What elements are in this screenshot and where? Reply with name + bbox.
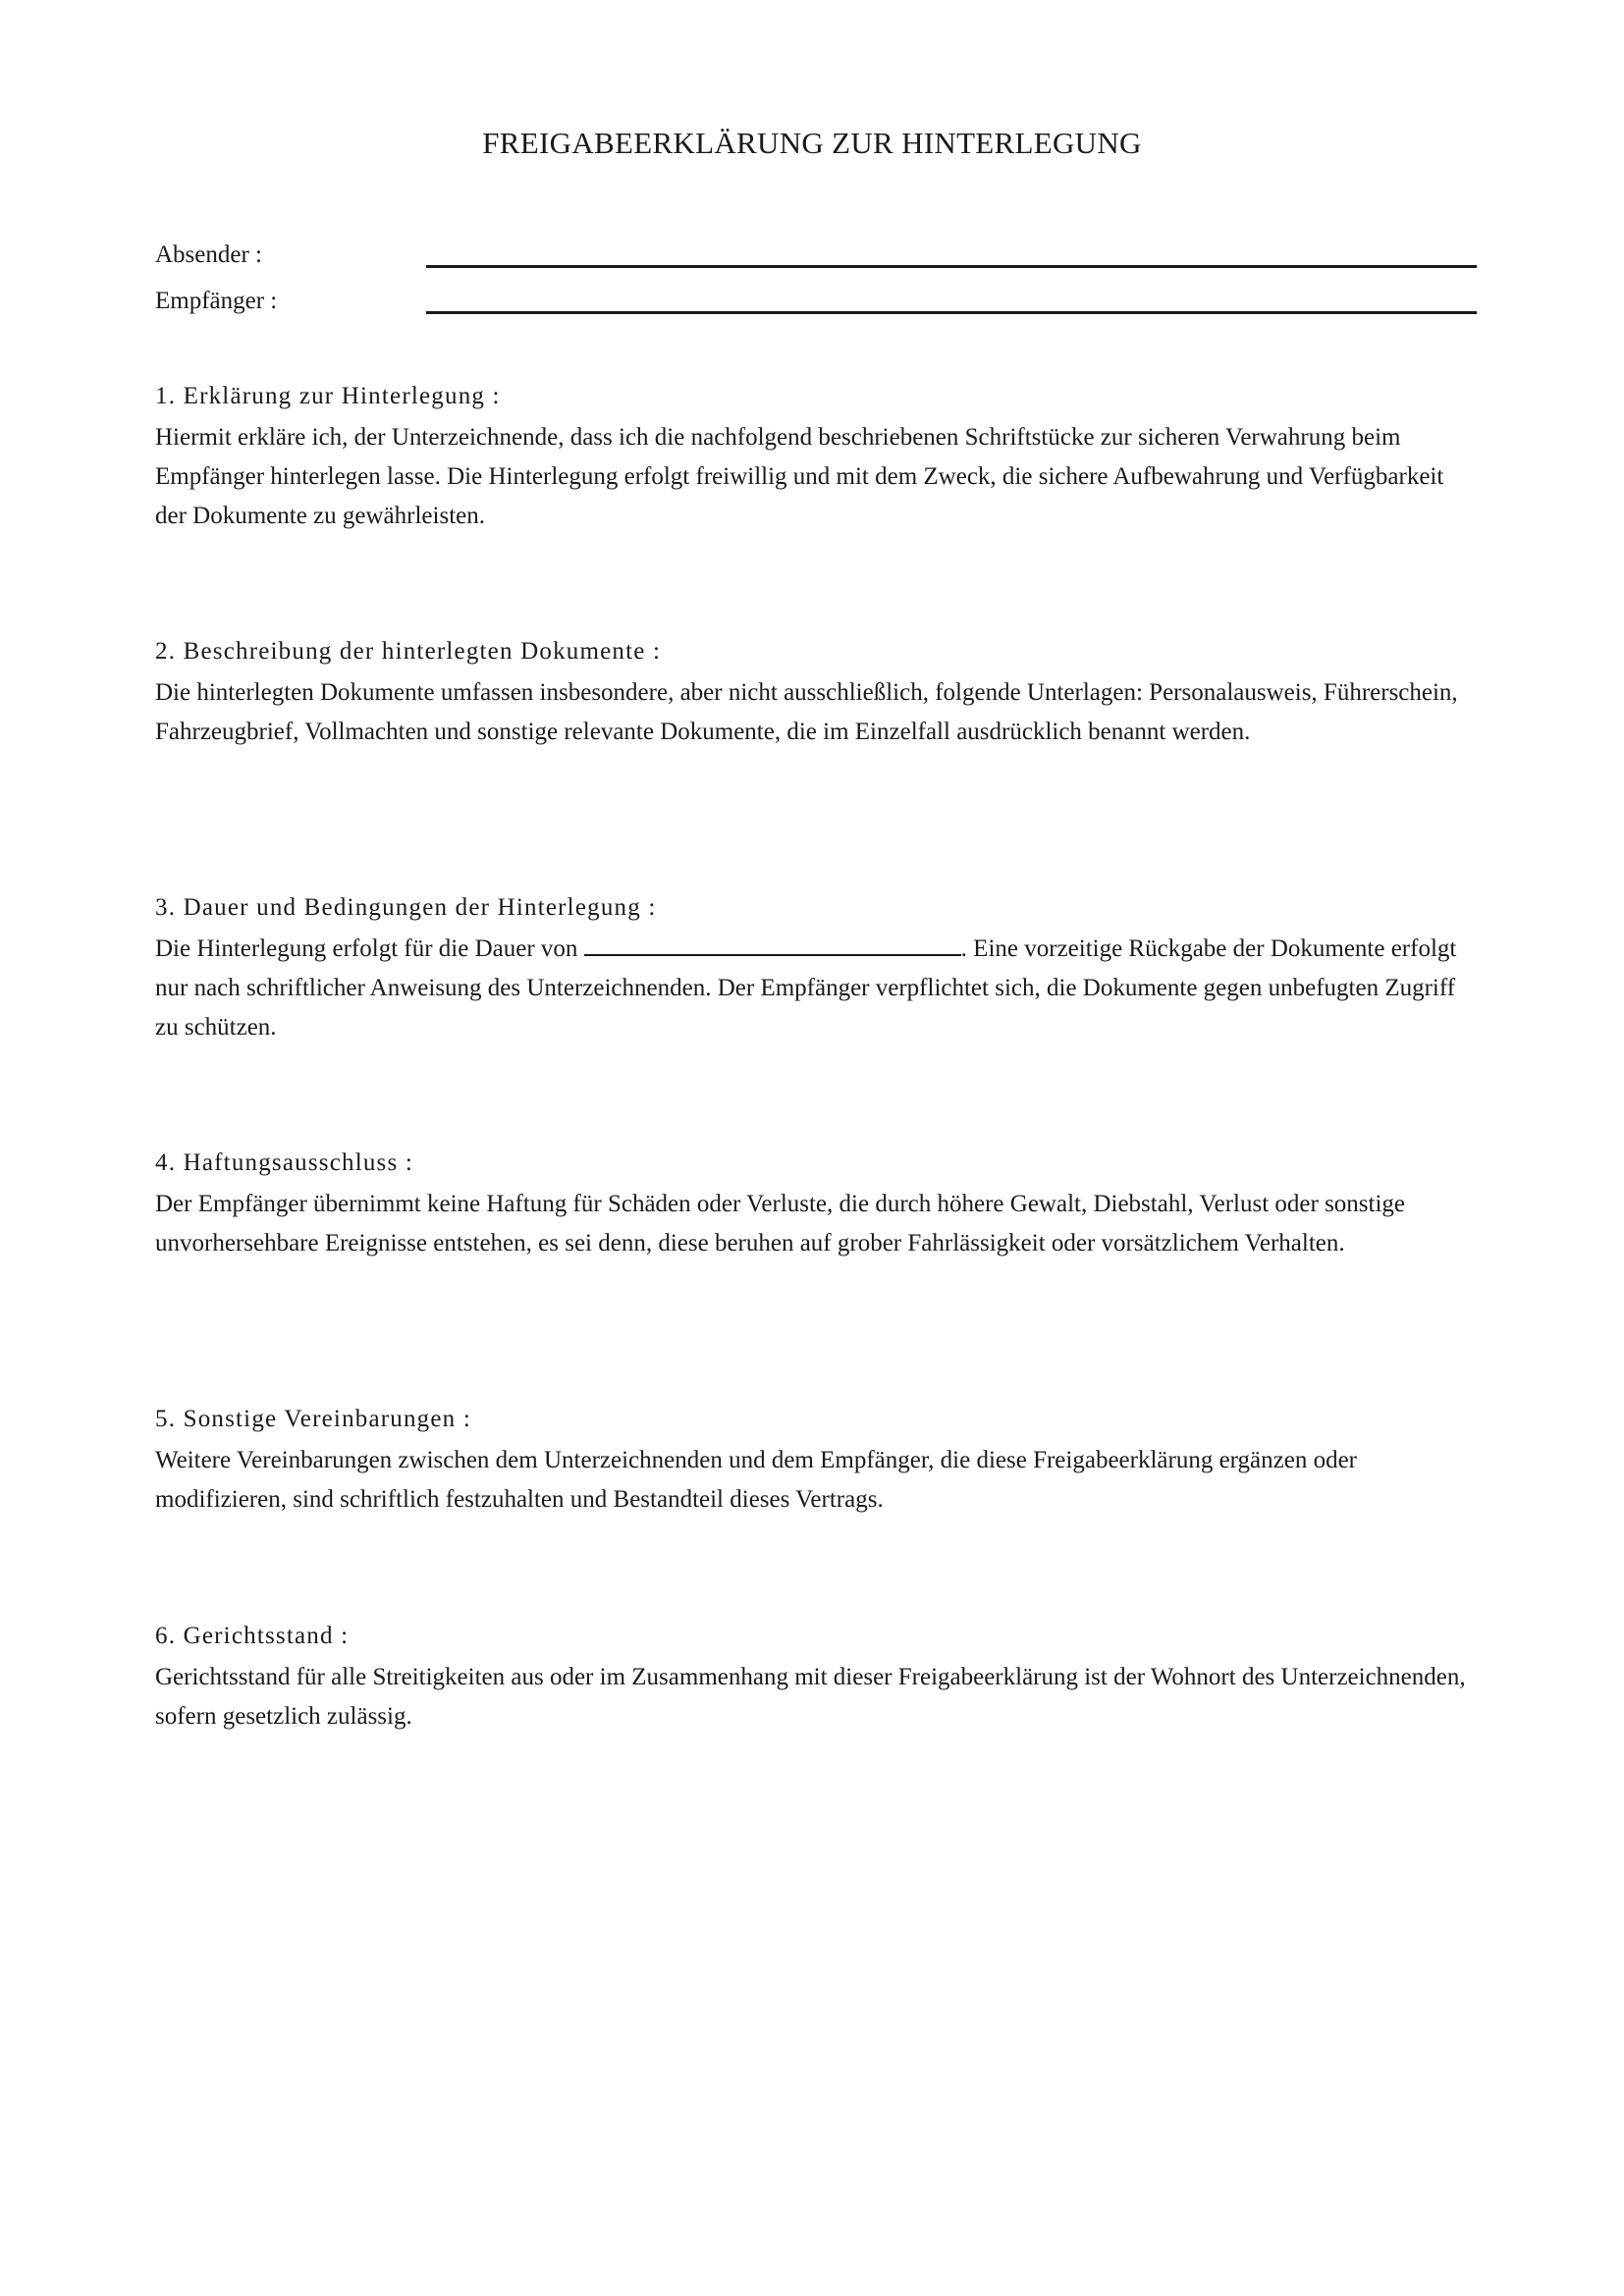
section-document-description — [155, 632, 1481, 752]
document-title: FREIGABEERKLÄRUNG ZUR HINTERLEGUNG — [482, 126, 1142, 160]
section-body: Gerichtsstand für alle Streitigkeiten aus oder im Zusammenhang mit dieser Freigabeerklärung ist der Wohnort des Unterzeichnenden, sofern gesetzlich zulässig. — [155, 1664, 1466, 1730]
section-heading: 2. Beschreibung der hinterlegten Dokumente : — [155, 638, 662, 665]
sender-row — [155, 236, 1477, 275]
section-liability-exclusion — [155, 1144, 1481, 1263]
recipient-label: Empfänger : — [155, 288, 278, 314]
duration-blank-field[interactable] — [584, 933, 961, 956]
sender-label: Absender : — [155, 241, 262, 268]
section-heading: 6. Gerichtsstand : — [155, 1623, 350, 1649]
section-declaration — [155, 377, 1481, 536]
section-other-agreements — [155, 1400, 1481, 1520]
section-heading: 5. Sonstige Vereinbarungen : — [155, 1406, 471, 1432]
section-jurisdiction — [155, 1617, 1481, 1736]
section-body — [155, 930, 1481, 1047]
section-body: Weitere Vereinbarungen zwischen dem Unterzeichnenden und dem Empfänger, die diese Freigabeerklärung ergänzen oder modifizieren, sind schriftlich festzuhalten und Bestandteil dieses Vertrags. — [155, 1447, 1358, 1513]
section-heading: 4. Haftungsausschluss : — [155, 1149, 414, 1176]
section-body: Hiermit erkläre ich, der Unterzeichnende, dass ich die nachfolgend beschriebenen Schriftstücke zur sicheren Verwahrung beim Empfänger hinterlegen lasse. Die Hinterlegung erfolgt freiwillig und mit dem Zweck, die sichere Aufbewahrung und Verfügbarkeit der Dokumente zu gewährleisten. — [155, 424, 1444, 529]
section-heading: 3. Dauer und Bedingungen der Hinterlegung : — [155, 894, 657, 921]
section-body-after-blank: . Eine vorzeitige Rückgabe der Dokumente erfolgt nur nach schriftlicher Anweisung des Unterzeichnenden. Der Empfänger verpflichtet sich, die Dokumente gegen unbefugten Zugriff zu schützen. — [155, 935, 1457, 1041]
section-body-before-blank: Die Hinterlegung erfolgt für die Dauer von — [155, 935, 578, 962]
sender-signature-line[interactable] — [426, 265, 1477, 268]
section-heading: 1. Erklärung zur Hinterlegung : — [155, 383, 501, 409]
section-body: Der Empfänger übernimmt keine Haftung für Schäden oder Verluste, die durch höhere Gewalt, Diebstahl, Verlust oder sonstige unvorhersehbare Ereignisse entstehen, es sei denn, diese beruhen auf grober Fahrlässigkeit oder vorsätzlichem Verhalten. — [155, 1191, 1406, 1256]
recipient-signature-line[interactable] — [426, 311, 1477, 314]
recipient-row — [155, 282, 1477, 321]
section-duration-conditions — [155, 888, 1481, 1047]
section-body: Die hinterlegten Dokumente umfassen insbesondere, aber nicht ausschließlich, folgende Unterlagen: Personalausweis, Führerschein, Fahrzeugbrief, Vollmachten und sonstige relevante Dokumente, die im Einzelfall ausdrücklich benannt werden. — [155, 679, 1458, 745]
